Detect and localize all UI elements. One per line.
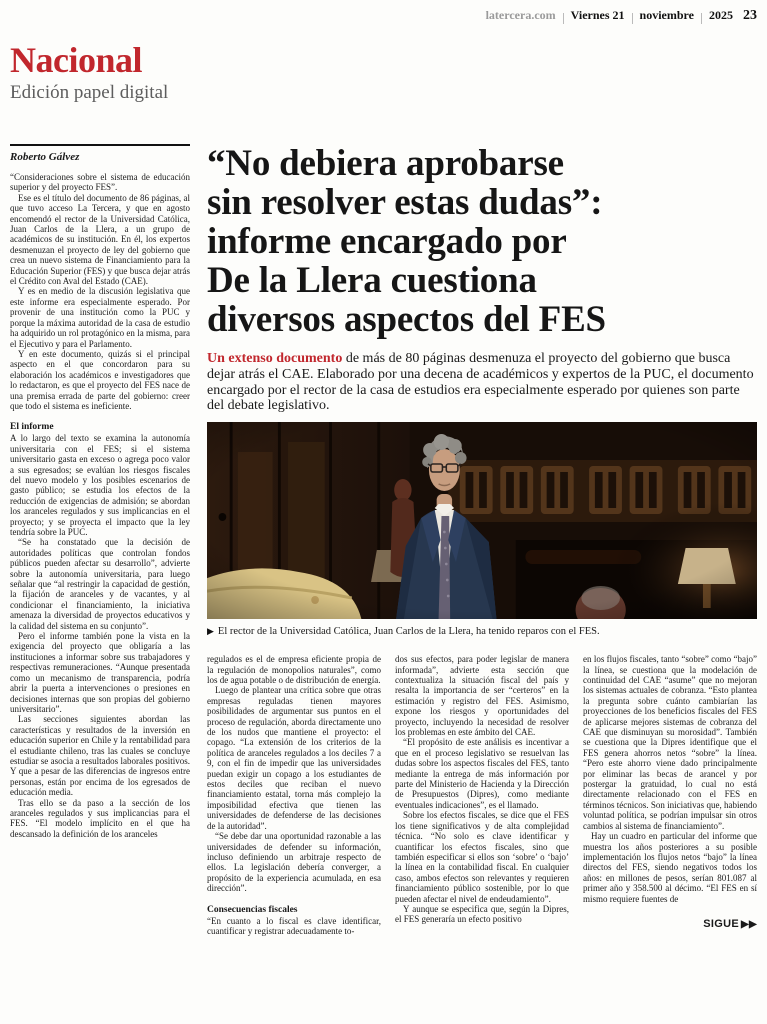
- paragraph: “En cuanto a lo fiscal es clave identificar, cuantificar y registrar adecuadamente to-: [207, 915, 381, 936]
- folio-month: noviembre: [639, 8, 694, 22]
- folio-divider: [632, 13, 633, 24]
- paragraph: A lo largo del texto se examina la autonomía universitaria con el FES; si el sistema universitario gasta en exceso o agrega poco valor a sus egresados; se evalúan los riesgos fiscales del nuevo modelo y los posibles escenarios de gasto público; se estudia los efectos de la reducción de exigencias de admisión; se abordan los aranceles regulados y sus implicancias en el proyecto; y se proyecta el impacto que la ley tendría sobre la PUC.: [10, 433, 190, 537]
- paragraph: Sobre los efectos fiscales, se dice que el FES los tiene significativos y de alta complejidad técnica. “No solo es clave identificar y cuantificar los efectos fiscales, sino que también especificar si ellos son ‘sobre’ o ‘bajo’ la línea en la contabilidad fiscal. En cualquier caso, ambos efectos son relevantes y requieren financiamiento público sostenible, por lo que pueden afectar el nivel de endeudamiento”.: [395, 810, 569, 904]
- paragraph: Hay un cuadro en particular del informe que muestra los años posteriores a su posible implementación los flujos netos “bajo” la línea directos del FES, siendo negativos todos los años: en millones de pesos, serían 801.087 al primer año y 358.500 al décimo. “El FES en sí mismo requiere fuentes de: [583, 831, 757, 904]
- headline-line: informe encargado por: [207, 221, 567, 262]
- paragraph: Luego de plantear una crítica sobre que otras empresas reguladas tienen mayores posibilidades de argumentar sus puntos en el proceso de regulación, aborda directamente uno de los nudos que mantiene el proyecto: el copago. “La extensión de los criterios de la política de aranceles regulados a los deciles 7 a 9, con el fin de impedir que las universidades puedan exigir un copago a los estudiantes de estos deciles que reciban el nuevo financiamiento estatal, torna más complejo la imposibilidad efectiva que tienen las universidades de defenderse de las decisiones de la autoridad”.: [207, 685, 381, 831]
- photo-caption: [207, 625, 757, 638]
- lead-text: de más de 80 páginas desmenuza el proyecto del gobierno que busca dejar atrás el CAE. Elaborado por una decena de académicos y expertos de la PUC, el documento encargado por el rector de la casa de estudios era especialmente esperado por quienes son parte del debate legislativo.: [207, 351, 754, 414]
- paragraph: dos sus efectos, para poder legislar de manera informada”, advierte esta sección que contextualiza la situación fiscal del país y resalta la importancia de ser “certeros” en la estimación y registro del FES. Asimismo, expone los riesgos y oportunidades del proyecto, incluyendo la necesidad de resolver los problemas en este ámbito del CAE.: [395, 654, 569, 738]
- folio-year: 2025: [709, 8, 733, 22]
- caption-text: El rector de la Universidad Católica, Juan Carlos de la Llera, ha tenido reparos con el FES.: [217, 626, 600, 638]
- paragraph: Las secciones siguientes abordan las características y resultados de la inversión en educación superior en Chile y la rentabilidad para el estudiante chileno, tras las cuales se concluye estudiar se asocia a resultados laborales positivos. Y que a pesar de las diferencias de ingresos entre personas, están por encima de los egresados de educación media.: [10, 714, 190, 798]
- paragraph: Y aunque se especifica que, según la Dipres, el FES generaría un efecto positivo: [395, 903, 569, 925]
- continuation-label: SIGUE: [703, 917, 740, 930]
- photo-illustration: [207, 422, 757, 619]
- continuation-arrows-icon: ▶▶: [741, 918, 757, 930]
- byline: Roberto Gálvez: [10, 151, 80, 163]
- headline-line: “No debiera aprobarse: [207, 143, 564, 184]
- paragraph: “El propósito de este análisis es incentivar a que en el proceso legislativo se resuelvan las dudas sobre los aspectos fiscales del FES, tanto mediante la entrega de más información por parte del Ministerio de Hacienda y la Dirección de Presupuestos (Dipres), como mediante eventuales indicaciones”, es el llamado.: [395, 737, 569, 810]
- section-header: [10, 42, 757, 104]
- article: [10, 144, 757, 936]
- article-left-column: [10, 144, 190, 936]
- body-column-1: [207, 654, 381, 936]
- headline-line: sin resolver estas dudas”:: [207, 182, 603, 223]
- paragraph: en los flujos fiscales, tanto “sobre” como “bajo” la línea, se cuestiona que la modelación de continuidad del CAE “asume” que no mejoran los sistemas actuales de cobranza. “Esto plantea la pregunta sobre cuánto cambiarían las proyecciones de los beneficios fiscales del FES de aplicarse mejores sistemas de cobranza del CAE que disminuyan su morosidad”. También se cuestiona que la Dipres identifique que el FES genera ahorros netos “sobre” la línea. “Pero este ahorro viene dado principalmente por eliminar las becas de arancel y por postergar la gratuidad, lo cual no está directamente relacionado con el FES en términos técnicos. Son iniciativas que, habiendo voluntad política, se podrían impulsar sin otros cambios al sistema de financiamiento”.: [583, 654, 757, 831]
- page-number: 23: [743, 8, 757, 23]
- folio-divider: [701, 13, 702, 24]
- paragraph: Pero el informe también pone la vista en la exigencia del proyecto que obligaría a las instituciones a informar sobre sus trabajadores y respectivas remuneraciones. “Aunque presentada como un mecanismo de transparencia, podría abrir la puerta a intervenciones o presiones en decisiones internas que son propias del gobierno universitario”.: [10, 631, 190, 714]
- paragraph: Ese es el título del documento de 86 páginas, al que tuvo acceso La Tercera, y que en agosto encomendó el rector de la Universidad Católica, Juan Carlos de la Llera, a un grupo de académicos de su institución. En él, los expertos desmenuzan el proyecto de ley del gobierno que crea un nuevo sistema de Financiamiento para la Educación Superior (FES) y que busca dejar atrás el Crédito con Aval del Estado (CAE).: [10, 192, 190, 287]
- page-folio: [10, 8, 757, 28]
- caption-arrow-icon: ▶: [207, 626, 214, 637]
- paragraph: Tras ello se da paso a la sección de los aranceles regulados y sus implicancias para el FES. “El modelo implícito en el que ha descansado la definición de los aranceles: [10, 797, 190, 839]
- continuation-marker[interactable]: [583, 918, 757, 930]
- headline-line: diversos aspectos del FES: [207, 299, 606, 340]
- paragraph: “Se debe dar una oportunidad razonable a las universidades de defender su información, incluso definiendo un arbitraje respecto de ellos. La legislación debería converger, a propósito de la experiencia acumulada, en esa dirección”.: [207, 831, 381, 894]
- folio-divider: [563, 13, 564, 24]
- paragraph: “Consideraciones sobre el sistema de educación superior y del proyecto FES”.: [10, 172, 190, 193]
- article-body-columns: [207, 654, 757, 936]
- paragraph: “Se ha constatado que la decisión de autoridades políticas que controlan fondos públicos pueden afectar su desarrollo”, advierte sobre la autonomía universitaria, para luego señalar que “al restringir la capacidad de gestión, la fijación de aranceles y de vacantes, y al condicionar el financiamiento, la iniciativa amenaza la diversidad de proyectos educativos y la calidad del sistema en su conjunto”.: [10, 537, 190, 631]
- body-column-2: [395, 654, 569, 936]
- section-subtitle: Edición papel digital: [10, 82, 169, 103]
- headline-line: De la Llera cuestiona: [207, 260, 537, 301]
- subhead-el-informe: El informe: [10, 422, 54, 433]
- article-right-area: [207, 144, 757, 936]
- lead-highlight: Un extenso documento: [207, 351, 343, 366]
- paragraph: regulados es el de empresa eficiente propia de la regulación de monopolios naturales”, como los de agua potable o de distribución de energía.: [207, 654, 381, 685]
- body-column-3: [583, 654, 757, 936]
- subhead-consecuencias-fiscales: Consecuencias fiscales: [207, 904, 298, 915]
- lead-paragraph: [207, 351, 757, 414]
- section-title: Nacional: [10, 40, 143, 80]
- paragraph: Y es en medio de la discusión legislativa que este informe era especialmente esperado. Por provenir de una institución como la PUC y porque la máxima autoridad de la casa de estudio ha adquirido un rol protagónico en la misma, para el Ejecutivo y para el Parlamento.: [10, 286, 190, 349]
- site-link[interactable]: latercera.com: [485, 8, 556, 22]
- article-photo: [207, 422, 757, 619]
- headline: [207, 144, 757, 339]
- paragraph: Y en este documento, quizás si el principal aspecto en el que concordaron para su elaboración los académicos e investigadores que lo redactaron, es que el proyecto del FES nace de una premisa errada de parte del gobierno: creer que todo el sistema es ineficiente.: [10, 348, 190, 411]
- folio-day: Viernes 21: [570, 8, 625, 22]
